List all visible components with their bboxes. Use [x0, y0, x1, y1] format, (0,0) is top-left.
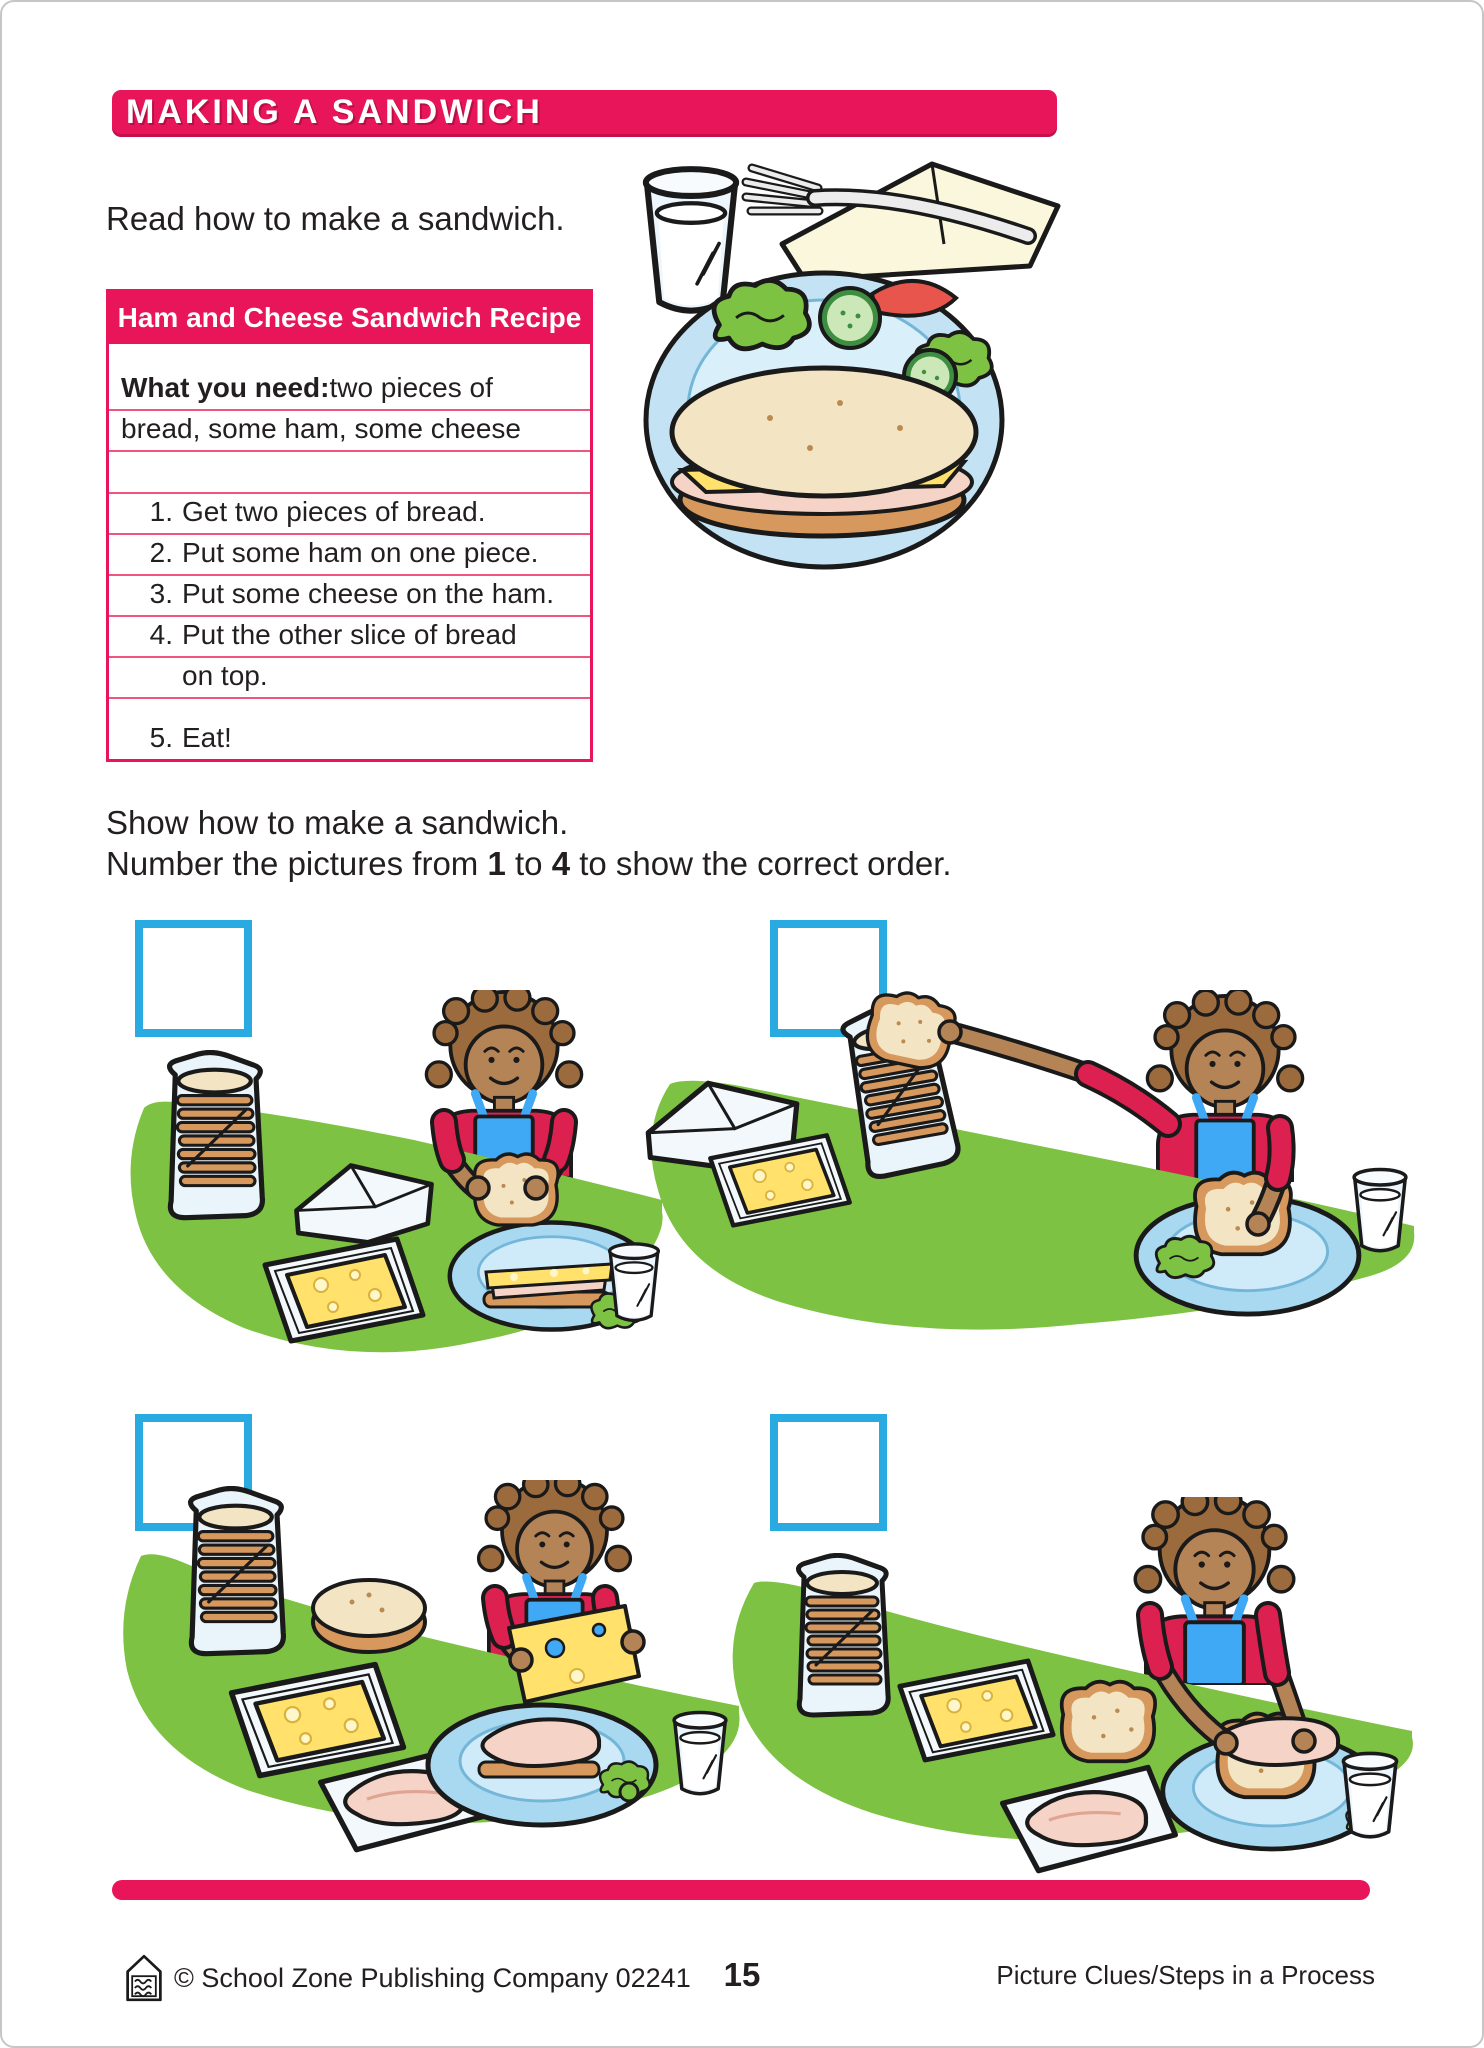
- hand-icon: [622, 1631, 644, 1653]
- intro-text: Read how to make a sandwich.: [106, 200, 565, 237]
- milk-glass-icon: [646, 169, 736, 311]
- picture-3-art: [107, 1480, 747, 1880]
- lettuce-icon: [620, 1783, 638, 1801]
- activity-line-2: Number the pictures from 1 to 4 to show the correct order.: [106, 845, 952, 882]
- cucumber-slice-icon: [820, 288, 880, 348]
- recipe-step-3: 3. Put some cheese on the ham.: [109, 576, 590, 617]
- picture-1-art: [114, 990, 674, 1380]
- sandwich-stack-icon: [484, 1264, 612, 1307]
- recipe-need-line-2: bread, some ham, some cheese: [109, 411, 590, 452]
- picture-4-art: [662, 1497, 1422, 1897]
- recipe-step-1: 1. Get two pieces of bread.: [109, 494, 590, 535]
- bread-bag-icon: [191, 1488, 284, 1653]
- milk-glass-icon: [1354, 1170, 1406, 1251]
- sandwich-plate: [646, 273, 1002, 567]
- hand-icon: [1215, 1732, 1237, 1754]
- picture-2-art: [610, 980, 1420, 1360]
- page-title-banner: [112, 90, 1057, 134]
- recipe-step-2: 2. Put some ham on one piece.: [109, 535, 590, 576]
- page-number: 15: [723, 1956, 761, 1993]
- bold-number-4: 4: [551, 845, 571, 882]
- bread-bag-icon: [170, 1052, 263, 1217]
- milk-glass-icon: [1343, 1753, 1396, 1836]
- recipe-step-4: 4. Put the other slice of bread: [109, 617, 590, 658]
- recipe-card: [106, 289, 593, 762]
- bread-slice-icon: [313, 1580, 425, 1652]
- hand-icon: [939, 1021, 961, 1043]
- footer: [2, 1954, 1482, 2010]
- bread-slice-icon: [1062, 1682, 1155, 1762]
- recipe-step-5: 5. Eat!: [149, 722, 232, 753]
- activity-line-1: Show how to make a sandwich.: [106, 804, 569, 841]
- recipe-step-4-cont: on top.: [109, 658, 590, 699]
- footer-rule: [112, 1880, 1370, 1900]
- recipe-need-line-1: [109, 344, 590, 411]
- hand-icon: [467, 1177, 489, 1199]
- recipe-blank-row: [109, 452, 590, 494]
- hand-icon: [1247, 1213, 1269, 1235]
- need-label: What you need:: [121, 372, 330, 403]
- hand-icon: [525, 1177, 547, 1199]
- napkin-icon: [782, 164, 1058, 280]
- meal-illustration: [600, 148, 1074, 578]
- recipe-title: Ham and Cheese Sandwich Recipe: [109, 292, 590, 344]
- need-rest: two pieces of: [329, 372, 493, 403]
- hand-icon: [1293, 1730, 1315, 1752]
- bold-number-1: 1: [487, 845, 506, 882]
- page-title: MAKING A SANDWICH: [126, 92, 543, 131]
- hand-icon: [510, 1649, 532, 1671]
- lettuce-icon: [714, 280, 809, 348]
- footer-right-text: Picture Clues/Steps in a Process: [996, 1960, 1375, 1990]
- bread-bag-icon: [798, 1555, 888, 1715]
- sandwich-icon: [672, 368, 976, 536]
- copyright-text: © School Zone Publishing Company 02241: [174, 1962, 691, 1993]
